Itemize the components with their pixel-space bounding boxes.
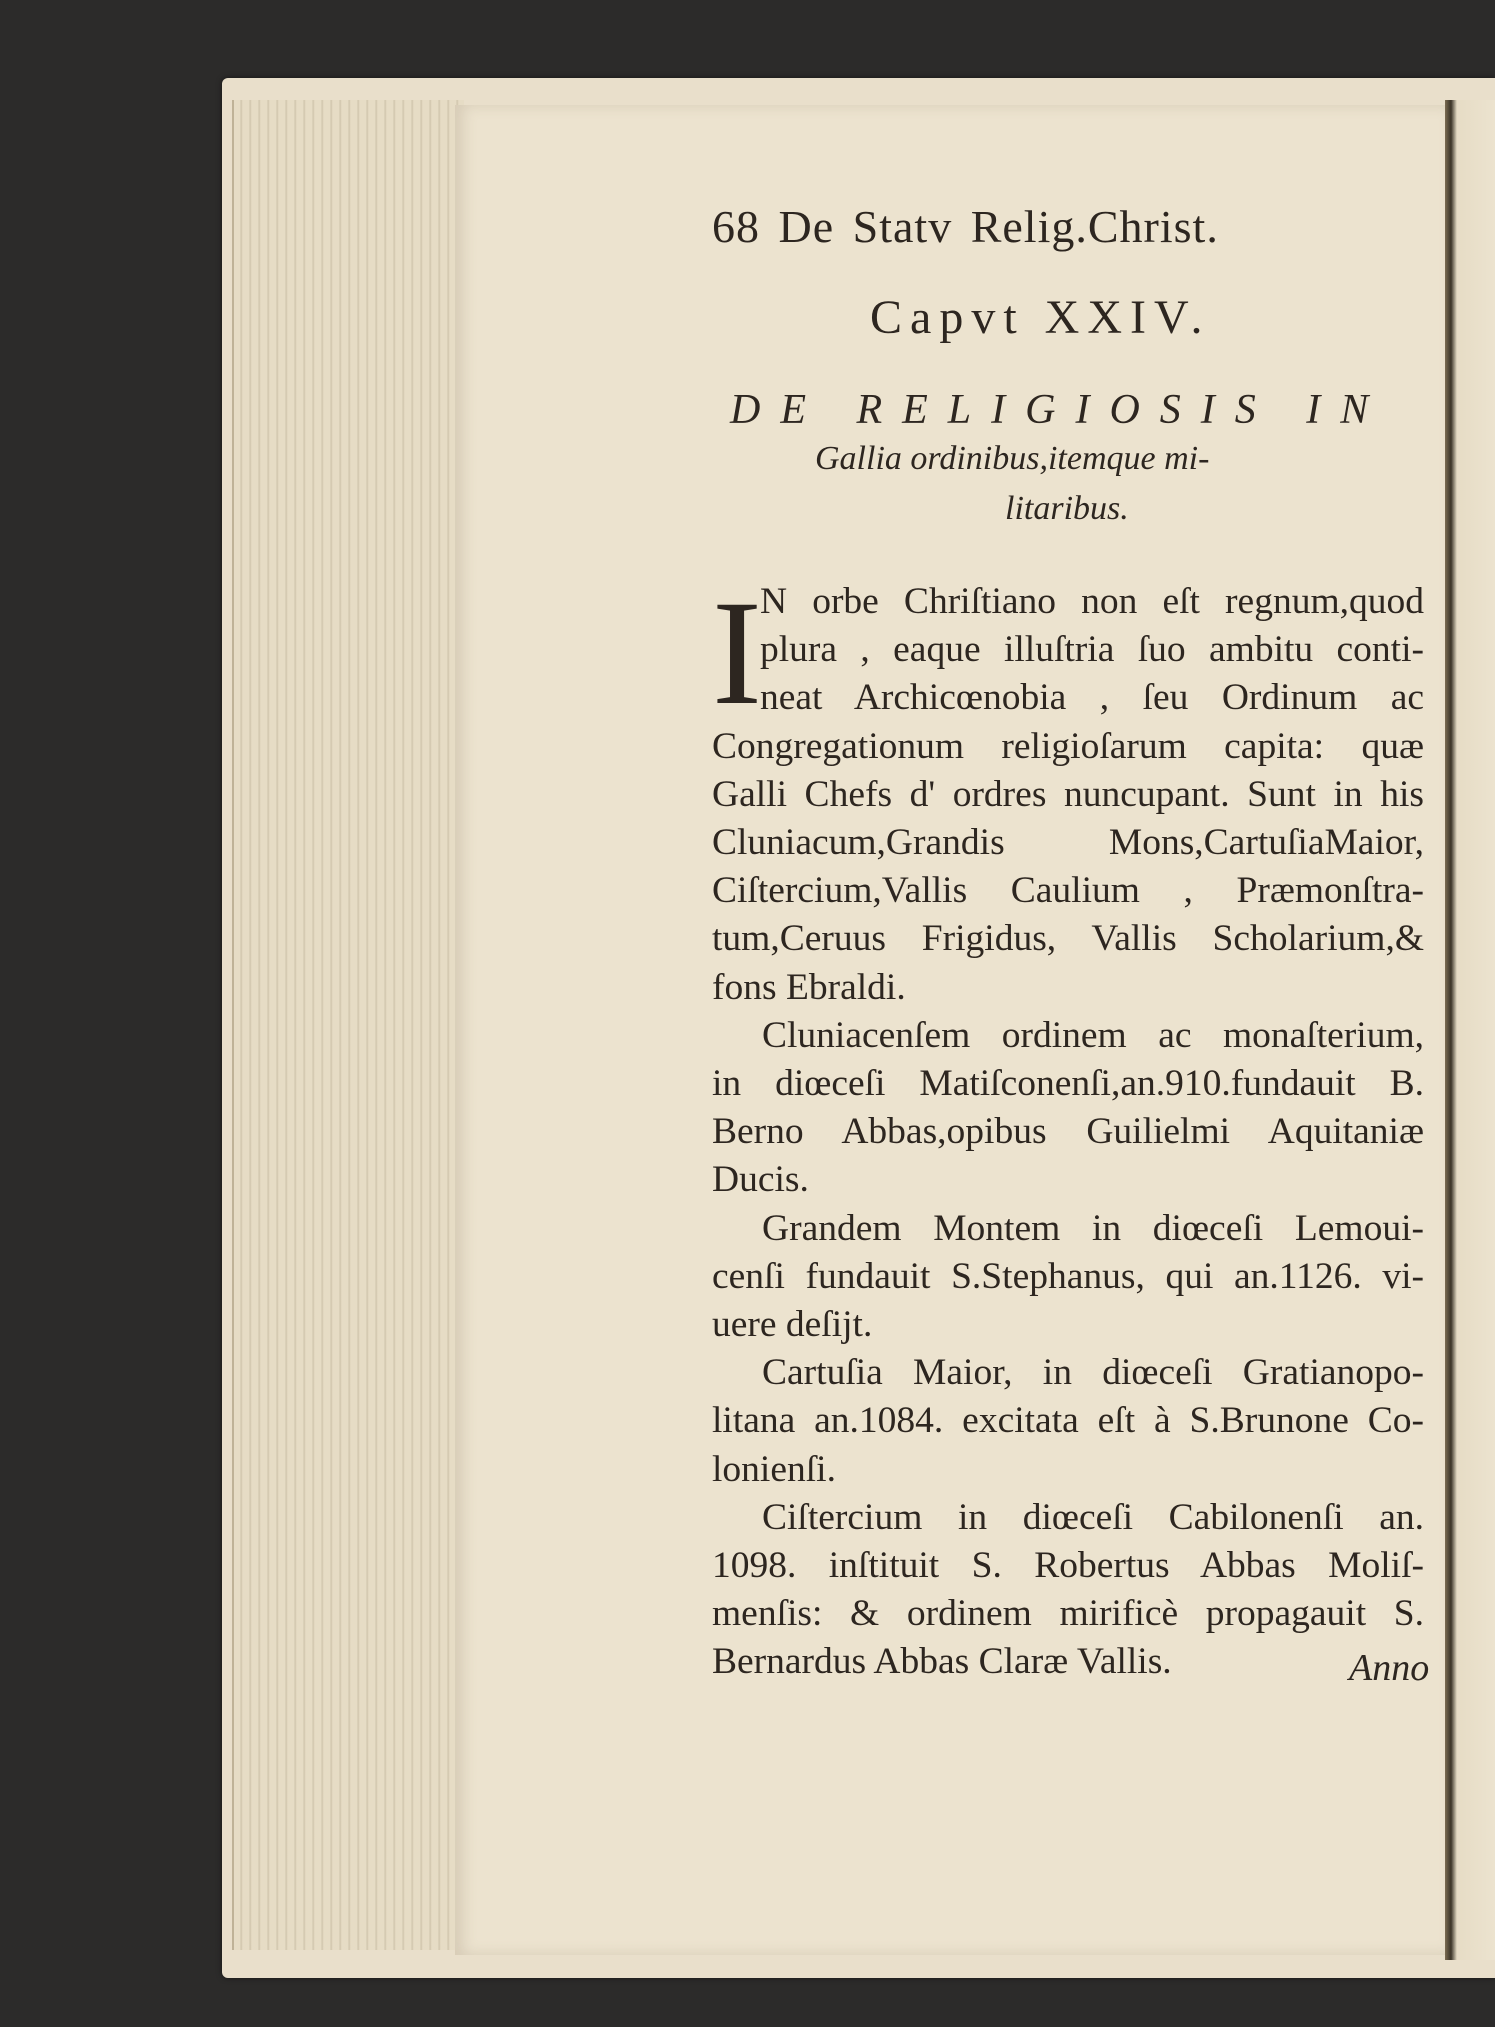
body-text	[712, 570, 1424, 1687]
text-line: Ciſtercium in diœceſi Cabilonenſi an.	[762, 1496, 1424, 1538]
text-line: Bernardus Abbas Claræ Vallis.	[712, 1641, 1172, 1683]
text-line: cenſi fundauit S.Stephanus, qui an.1126. vi-	[712, 1255, 1424, 1297]
rubric-line-3: litaribus.	[1005, 490, 1129, 527]
text-line: lonienſi.	[712, 1448, 836, 1490]
text-line: tum,Ceruus Frigidus, Vallis Scholarium,&	[712, 918, 1424, 960]
text-line: N orbe Chriſtiano non eſt regnum,quod	[760, 581, 1424, 622]
text-line: in diœceſi Matiſconenſi,an.910.fundauit B.	[712, 1063, 1424, 1105]
text-line: Berno Abbas,opibus Guilielmi Aquitaniæ	[712, 1111, 1424, 1153]
chapter-heading: Capvt XXIV.	[870, 291, 1211, 344]
text-line: Grandem Montem in diœceſi Lemoui-	[762, 1207, 1424, 1249]
text-line: 1098. inſtituit S. Robertus Abbas Moliſ-	[712, 1545, 1424, 1587]
text-line: uere deſijt.	[712, 1304, 873, 1346]
page-edges	[232, 100, 464, 1950]
text-line: litana an.1084. excitata eſt à S.Brunone Co-	[712, 1400, 1424, 1442]
text-line: Galli Chefs d' ordres nuncupant. Sunt in his	[712, 773, 1424, 815]
text-line: Congregationum religioſarum capita: quæ	[712, 725, 1424, 767]
text-line: plura , eaque illuſtria ſuo ambitu conti-	[760, 629, 1424, 671]
text-line: Cluniacenſem ordinem ac monaſterium,	[762, 1014, 1424, 1056]
text-line: Cartuſia Maior, in diœceſi Gratianopo-	[762, 1352, 1424, 1394]
text-line: Ducis.	[712, 1159, 809, 1201]
text-line: menſis: & ordinem mirificè propagauit S.	[712, 1593, 1424, 1635]
text-line: neat Archicœnobia , ſeu Ordinum ac	[760, 677, 1424, 719]
gutter-strip	[1445, 100, 1495, 1960]
rubric-line-1: DE RELIGIOSIS IN	[730, 387, 1389, 433]
text-line: Cluniacum,Grandis Mons,CartuſiaMaior,	[712, 822, 1424, 864]
text-line: Ciſtercium,Vallis Caulium , Præmonſtra-	[712, 870, 1424, 912]
running-head: 68 De Statv Relig.Christ.	[712, 201, 1219, 252]
rubric-line-2: Gallia ordinibus,itemque mi-	[815, 440, 1210, 477]
catchword: Anno	[1349, 1647, 1430, 1689]
text-line: fons Ebraldi.	[712, 966, 906, 1008]
drop-cap: I	[712, 570, 762, 736]
